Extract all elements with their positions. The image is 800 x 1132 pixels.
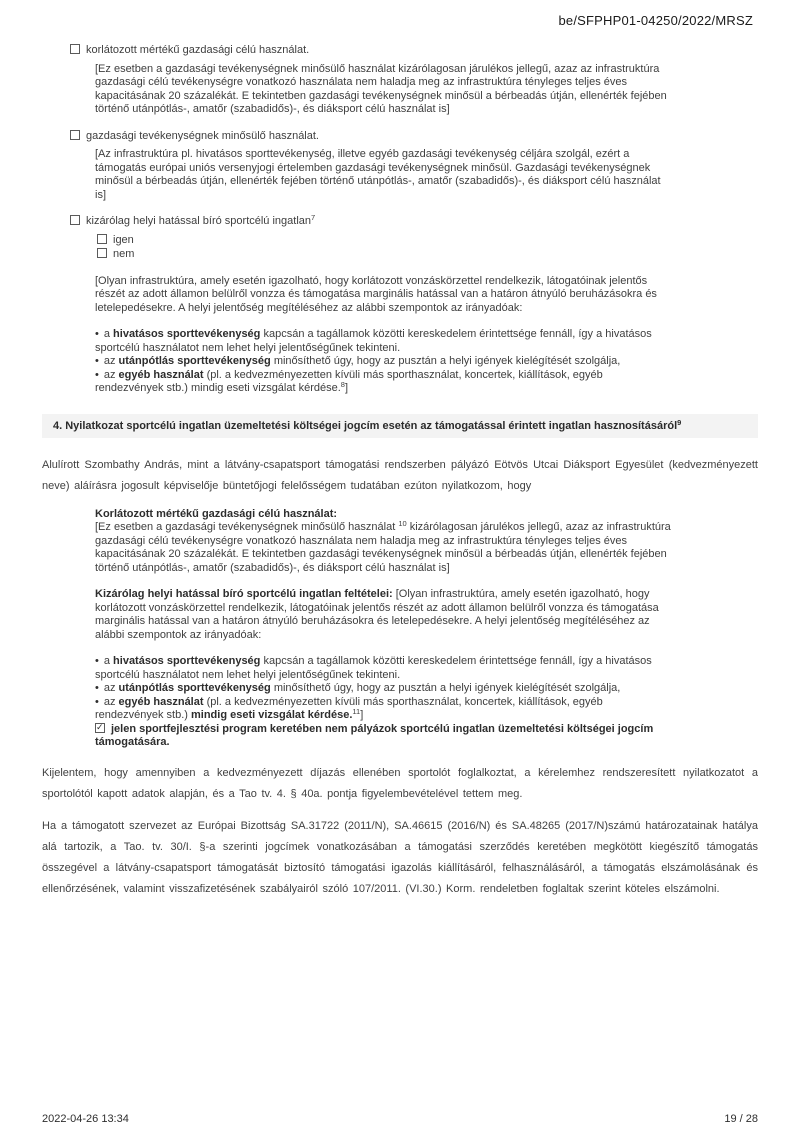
checkbox-label: kizárólag helyi hatással bíró sportcélú ingatlan [86,215,312,227]
checkbox-row-igen[interactable] [97,234,758,248]
criteria-bullet-list-2 [95,655,671,750]
bullet-bold-text: egyéb használat [118,368,204,381]
declaration-intro-paragraph: Alulírott Szombathy András, mint a látvány-csapatsport támogatási rendszerben pályázó Eötvös Utcai Diáksport Egyesület (kedvezményezett neve) aláírásra jogosult képviselője büntetőjogi felelősségem tudatában ezúton nyilatkozom, hogy [42,458,758,492]
checkbox-row-limited-economic-use[interactable] [70,44,758,58]
bullet-text: ] [344,382,349,394]
checkbox-unchecked-icon[interactable] [70,130,80,140]
note-text: kizárólagosan járulékos jellegű, azaz az infrastruktúra gazdasági célú tevékenységre vonatkozó használata nem haladja meg az infrastruktúra tényleges teljes éves kapacitásának 20 százalékát. E tekintetben gazdasági tevékenységnek minősül a bérbeadás útján, ellenérték fejében történő utánpótlás-, amatőr (szabadidős)-, és diáksport célú használat is] [95,521,671,574]
footnote-ref-11: 11 [352,707,361,716]
bullet-text: kapcsán a tagállamok közötti kereskedelem érintettsége fennáll, így a hivatásos sportcélú használatot nem lehet helyi jelentőségűnek tekinteni. [95,328,652,354]
note-economic-activity-use: [Az infrastruktúra pl. hivatásos sporttevékenység, illetve egyéb gazdasági tevékenység céljára szolgál, ezért a támogatás európai uniós versenyjogi értelemben gazdasági tevékenységnek minősül. Gazdasági tevékenységnek minősül a bérbeadás útján, ellenérték fejében történő utánpótlás-, amatőr (szabadidős)-, és diáksport célú használat is] [95,148,661,201]
declaration-eu-commission-paragraph: Ha a támogatott szervezet az Európai Bizottság SA.31722 (2011/N), SA.46615 (2016/N) és SA.48265 (2017/N)számú határozatainak hatálya alá tartozik, a Tao. tv. 30/I. §-a szerinti jogcímek vonatkozásában a támogatási szerződés keretében megkötött kiegészítő támogatás összegével a látvány-csapatsport támogatását biztosító támogatási igazolás kiállításáról, felhasználásáról, a támogatás elszámolásának és ellenőrzésének, valamint visszafizetésének szabályairól szóló 107/2011. (VI.30.) Korm. rendeletben foglaltak szerint köteles elszámolni. [42,819,758,895]
bullet-text: ] [360,709,364,721]
bullet-text: minősíthető úgy, hogy az pusztán a helyi igények kielégítését szolgálja, [270,682,621,694]
footnote-ref-7: 7 [311,213,316,222]
bullet-professional-sport [95,328,671,355]
bullet-bold-text: egyéb használat [118,695,204,708]
note-text: [Olyan infrastruktúra, amely esetén igazolható, hogy korlátozott vonzáskörzettel rendelkezik, látogatóinak jelentős részét az adott államon belülről vonzza és támogatása marginális hatással van a határon átnyúló beruházásokra és letelepedésekre. A helyi jelentőség megítéléséhez az alábbi szempontok az irányadóak: [95,588,659,641]
checkbox-label: igen [113,233,134,246]
bullet-bold-text: utánpótlás sporttevékenység [118,682,271,694]
declaration-athlete-data-paragraph: Kijelentem, hogy amennyiben a kedvezményezett díjazás ellenében sportolót foglalkoztat, a kérelemhez rendszeresített nyilatkozatot a sportolótól kapott adatok alapján, és a Tao tv. 4. § 40a. pontja figyelembevételével tettem meg. [42,766,758,800]
section-4-header [42,414,758,438]
bullet-bold-text: mindig eseti vizsgálat kérdése. [191,709,353,721]
criteria-bullet-list [95,328,671,396]
checkbox-row-no-operating-costs-application[interactable] [95,723,671,750]
checkbox-label: nem [113,248,135,260]
bullet-text: a [103,655,114,667]
bullet-text: az [103,695,119,708]
footnote-ref-9: 9 [677,417,682,427]
local-impact-heading-text: Kizárólag helyi hatással bíró sportcélú ingatlan feltételei: [95,588,393,600]
footer-page-number: 19 / 28 [724,1113,758,1125]
checkbox-label: gazdasági tevékenységnek minősülő használat. [86,129,319,142]
bullet-bold-text: hivatásos sporttevékenység [113,655,261,667]
bullet-text: a [103,328,114,340]
doc-reference: be/SFPHP01-04250/2022/MRSZ [558,13,753,28]
bullet-professional-sport [95,655,671,682]
checkbox-unchecked-icon[interactable] [70,44,80,54]
checkbox-row-local-impact-property[interactable] [70,215,758,229]
checkbox-unchecked-icon[interactable] [70,215,80,225]
note-local-impact-property: [Olyan infrastruktúra, amely esetén igazolható, hogy korlátozott vonzáskörzettel rendelkezik, látogatóinak jelentős részét az adott államon belülről vonzza és támogatása marginális hatással van a határon átnyúló beruházásokra és letelepedésekre. A helyi jelentőség megítéléséhez az alábbi szempontok az irányadóak: [95,274,657,314]
note-limited-economic-use: [Ez esetben a gazdasági tevékenységnek minősülő használat kizárólagosan járulékos jellegű, azaz az infrastruktúra gazdasági célú tevékenységre vonatkozó használata nem haladja meg az infrastruktúra tényleges teljes éves kapacitásának 20 százalékát. E tekintetben gazdasági tevékenységnek minősül a bérbeadás útján, ellenérték fejében történő utánpótlás-, amatőr (szabadidős)-, és diáksport célú használat is] [95,62,667,115]
note-text: [Ez esetben a gazdasági tevékenységnek minősülő használat [95,521,399,533]
footnote-ref-10: 10 [398,519,407,528]
page-footer [42,1113,758,1125]
checkbox-label: jelen sportfejlesztési program keretében nem pályázok sportcélú ingatlan üzemeltetési költségei jogcím támogatására. [95,722,654,748]
limited-use-note [95,521,671,575]
checkbox-row-economic-activity-use[interactable] [70,130,758,144]
bullet-text: az [103,368,119,381]
bullet-text: az [103,682,119,694]
checkbox-unchecked-icon[interactable] [97,248,107,258]
checkbox-checked-icon[interactable] [95,723,105,733]
checkbox-label: korlátozott mértékű gazdasági célú használat. [86,44,310,56]
limited-use-heading-text: Korlátozott mértékű gazdasági célú használat: [95,507,338,520]
limited-use-heading [95,508,671,522]
bullet-youth-sport [95,355,671,369]
bullet-bold-text: utánpótlás sporttevékenység [118,355,271,367]
bullet-text: az [103,355,119,367]
footnote-ref-8: 8 [340,380,345,389]
footer-datetime: 2022-04-26 13:34 [42,1113,129,1125]
checkbox-row-nem[interactable] [97,248,758,262]
page-content [42,0,758,911]
checkbox-unchecked-icon[interactable] [97,234,107,244]
bullet-bold-text: hivatásos sporttevékenység [113,328,261,340]
local-impact-conditions-paragraph [95,588,671,642]
bullet-text: (pl. a kedvezményezetten kívüli más sporthasználat, koncertek, kiállítások, egyéb rendezvények stb.) mindig eseti vizsgálat kérdése. [95,368,603,394]
bullet-other-use [95,696,671,723]
section-title: 4. Nyilatkozat sportcélú ingatlan üzemeltetési költségei jogcím esetén az támogatással érintett ingatlan hasznosításáról [53,419,678,432]
bullet-text: kapcsán a tagállamok közötti kereskedelem érintettsége fennáll, így a hivatásos sportcélú használatot nem lehet helyi jelentőségűnek tekinteni. [95,655,652,681]
bullet-youth-sport [95,682,671,696]
bullet-text: (pl. a kedvezményezetten kívüli más sporthasználat, koncertek, kiállítások, egyéb rendezvények stb.) [95,695,603,721]
declaration-details-block [95,508,671,750]
bullet-text: minősíthető úgy, hogy az pusztán a helyi igények kielégítését szolgálja, [270,355,621,367]
bullet-other-use [95,369,671,396]
